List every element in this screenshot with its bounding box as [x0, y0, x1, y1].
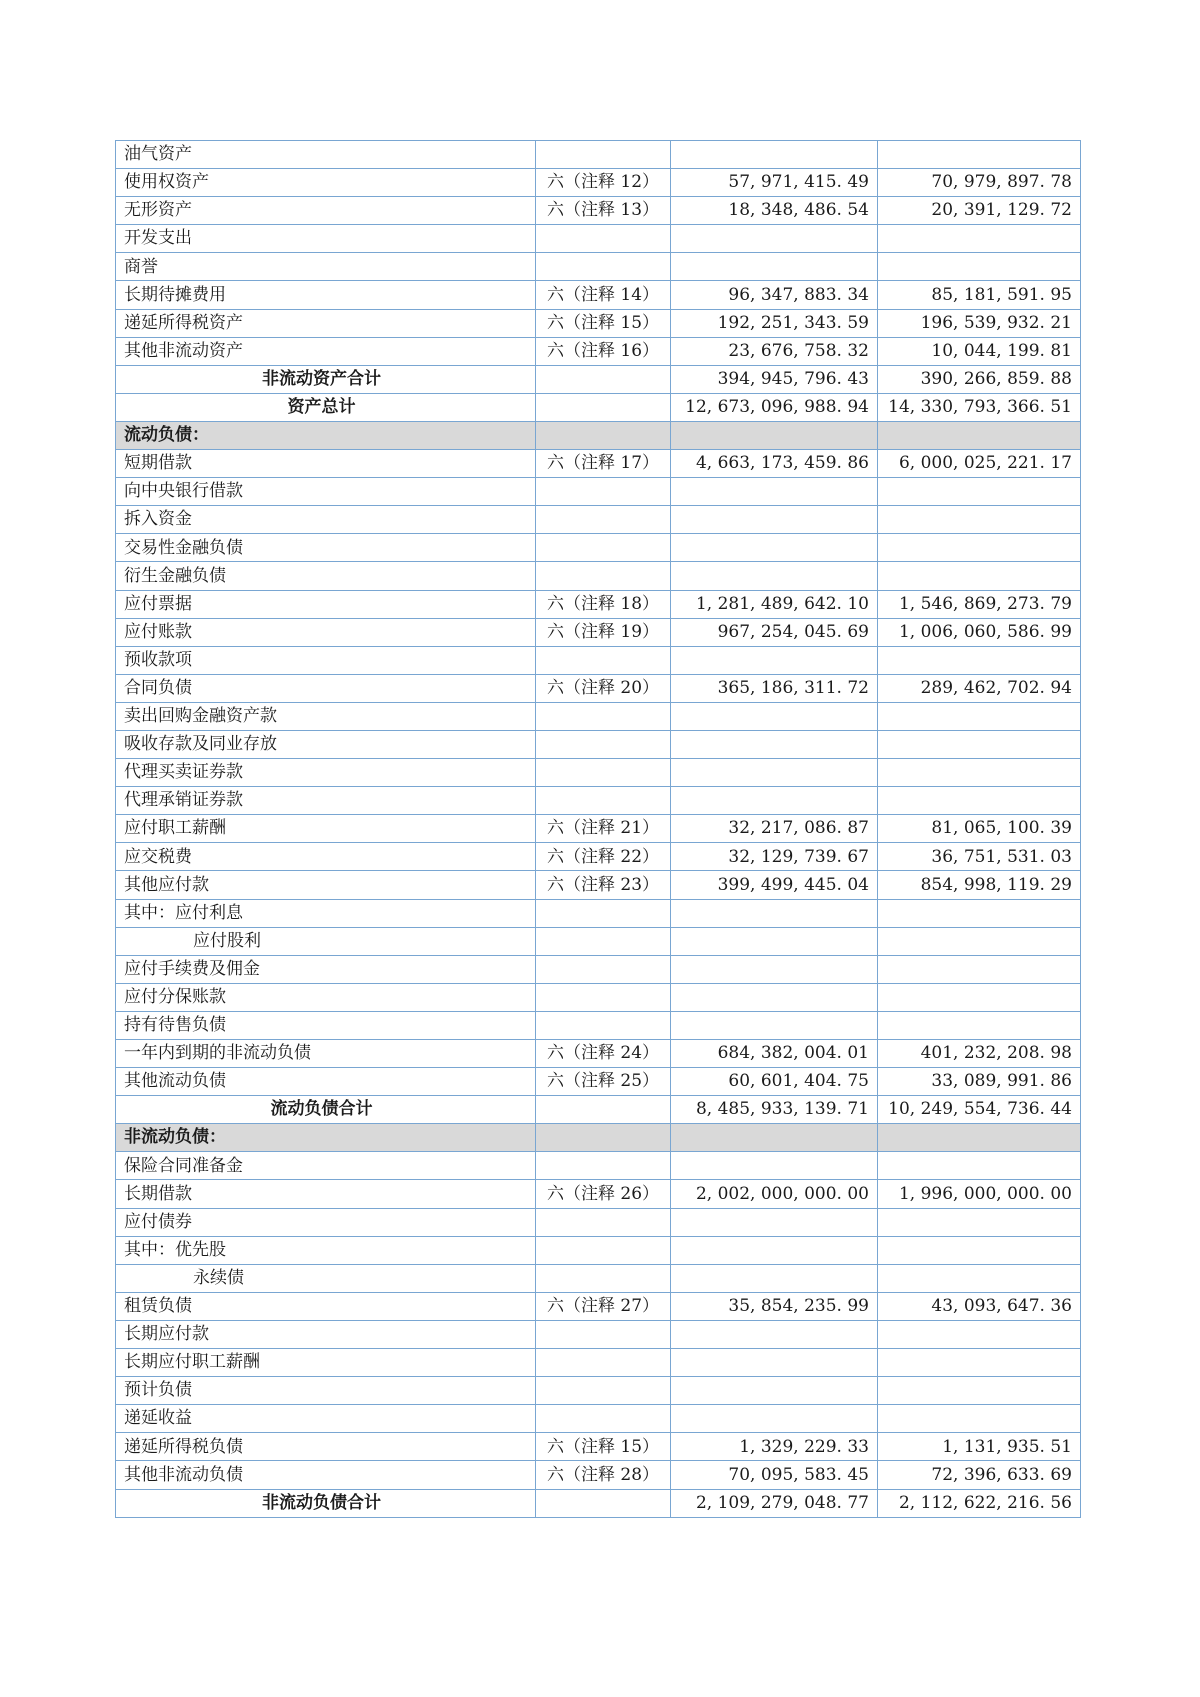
prior-period-amount-cell: 1, 006, 060, 586. 99 — [878, 618, 1081, 646]
current-period-amount-cell — [671, 1124, 878, 1152]
table-row — [116, 562, 1081, 590]
prior-period-amount-cell — [878, 225, 1081, 253]
current-period-amount-cell: 684, 382, 004. 01 — [671, 1040, 878, 1068]
current-period-amount-cell: 1, 329, 229. 33 — [671, 1433, 878, 1461]
note-reference-cell — [536, 562, 671, 590]
note-reference-cell: 六（注释 15） — [536, 1433, 671, 1461]
prior-period-amount-cell: 10, 044, 199. 81 — [878, 337, 1081, 365]
note-reference-cell — [536, 506, 671, 534]
item-label-cell: 长期应付职工薪酬 — [116, 1349, 536, 1377]
item-label-cell: 应付职工薪酬 — [116, 815, 536, 843]
table-row — [116, 787, 1081, 815]
current-period-amount-cell: 365, 186, 311. 72 — [671, 674, 878, 702]
table-row — [116, 1208, 1081, 1236]
prior-period-amount-cell — [878, 1377, 1081, 1405]
prior-period-amount-cell: 196, 539, 932. 21 — [878, 309, 1081, 337]
item-label-cell: 预收款项 — [116, 646, 536, 674]
prior-period-amount-cell — [878, 1264, 1081, 1292]
item-label-cell: 应交税费 — [116, 843, 536, 871]
balance-sheet-page-region — [115, 140, 1080, 1518]
table-row — [116, 730, 1081, 758]
prior-period-amount-cell: 2, 112, 622, 216. 56 — [878, 1489, 1081, 1517]
note-reference-cell: 六（注释 25） — [536, 1068, 671, 1096]
current-period-amount-cell: 70, 095, 583. 45 — [671, 1461, 878, 1489]
item-label-cell: 拆入资金 — [116, 506, 536, 534]
table-row — [116, 1264, 1081, 1292]
note-reference-cell — [536, 646, 671, 674]
prior-period-amount-cell — [878, 421, 1081, 449]
current-period-amount-cell: 35, 854, 235. 99 — [671, 1292, 878, 1320]
table-row — [116, 1152, 1081, 1180]
current-period-amount-cell — [671, 759, 878, 787]
current-period-amount-cell — [671, 253, 878, 281]
current-period-amount-cell — [671, 562, 878, 590]
note-reference-cell: 六（注释 20） — [536, 674, 671, 702]
note-reference-cell — [536, 365, 671, 393]
note-reference-cell: 六（注释 19） — [536, 618, 671, 646]
prior-period-amount-cell — [878, 730, 1081, 758]
current-period-amount-cell: 57, 971, 415. 49 — [671, 169, 878, 197]
table-row — [116, 899, 1081, 927]
prior-period-amount-cell — [878, 1349, 1081, 1377]
item-label-cell: 衍生金融负债 — [116, 562, 536, 590]
table-row — [116, 393, 1081, 421]
item-label-cell: 其他流动负债 — [116, 1068, 536, 1096]
note-reference-cell: 六（注释 13） — [536, 197, 671, 225]
note-reference-cell — [536, 393, 671, 421]
item-label-cell: 非流动负债合计 — [116, 1489, 536, 1517]
table-row — [116, 1433, 1081, 1461]
item-label-cell: 长期借款 — [116, 1180, 536, 1208]
note-reference-cell — [536, 759, 671, 787]
table-row — [116, 1292, 1081, 1320]
table-row — [116, 618, 1081, 646]
item-label-cell: 短期借款 — [116, 450, 536, 478]
table-row — [116, 927, 1081, 955]
prior-period-amount-cell — [878, 1011, 1081, 1039]
current-period-amount-cell — [671, 955, 878, 983]
note-reference-cell — [536, 478, 671, 506]
note-reference-cell — [536, 1489, 671, 1517]
table-row — [116, 1320, 1081, 1348]
current-period-amount-cell — [671, 1349, 878, 1377]
note-reference-cell: 六（注释 18） — [536, 590, 671, 618]
note-reference-cell — [536, 534, 671, 562]
prior-period-amount-cell — [878, 1236, 1081, 1264]
prior-period-amount-cell — [878, 927, 1081, 955]
prior-period-amount-cell — [878, 646, 1081, 674]
item-label-cell: 永续债 — [116, 1264, 536, 1292]
note-reference-cell — [536, 983, 671, 1011]
item-label-cell: 其中：应付利息 — [116, 899, 536, 927]
table-row — [116, 141, 1081, 169]
item-label-cell: 开发支出 — [116, 225, 536, 253]
prior-period-amount-cell: 36, 751, 531. 03 — [878, 843, 1081, 871]
table-row — [116, 1489, 1081, 1517]
note-reference-cell — [536, 927, 671, 955]
note-reference-cell — [536, 955, 671, 983]
note-reference-cell: 六（注释 14） — [536, 281, 671, 309]
table-row — [116, 674, 1081, 702]
current-period-amount-cell — [671, 421, 878, 449]
table-row — [116, 702, 1081, 730]
current-period-amount-cell: 96, 347, 883. 34 — [671, 281, 878, 309]
note-reference-cell: 六（注释 23） — [536, 871, 671, 899]
current-period-amount-cell — [671, 702, 878, 730]
current-period-amount-cell — [671, 506, 878, 534]
note-reference-cell — [536, 225, 671, 253]
current-period-amount-cell — [671, 478, 878, 506]
current-period-amount-cell: 4, 663, 173, 459. 86 — [671, 450, 878, 478]
item-label-cell: 其中：优先股 — [116, 1236, 536, 1264]
table-row — [116, 281, 1081, 309]
current-period-amount-cell — [671, 899, 878, 927]
prior-period-amount-cell — [878, 141, 1081, 169]
current-period-amount-cell — [671, 787, 878, 815]
current-period-amount-cell: 1, 281, 489, 642. 10 — [671, 590, 878, 618]
current-period-amount-cell: 967, 254, 045. 69 — [671, 618, 878, 646]
table-row — [116, 534, 1081, 562]
item-label-cell: 非流动负债： — [116, 1124, 536, 1152]
prior-period-amount-cell — [878, 1152, 1081, 1180]
note-reference-cell: 六（注释 27） — [536, 1292, 671, 1320]
balance-sheet-table — [115, 140, 1081, 1518]
prior-period-amount-cell — [878, 478, 1081, 506]
prior-period-amount-cell — [878, 1405, 1081, 1433]
item-label-cell: 持有待售负债 — [116, 1011, 536, 1039]
current-period-amount-cell — [671, 1377, 878, 1405]
current-period-amount-cell — [671, 1264, 878, 1292]
prior-period-amount-cell — [878, 787, 1081, 815]
table-row — [116, 1377, 1081, 1405]
note-reference-cell: 六（注释 12） — [536, 169, 671, 197]
item-label-cell: 保险合同准备金 — [116, 1152, 536, 1180]
item-label-cell: 应付债券 — [116, 1208, 536, 1236]
note-reference-cell: 六（注释 22） — [536, 843, 671, 871]
item-label-cell: 代理承销证券款 — [116, 787, 536, 815]
item-label-cell: 应付手续费及佣金 — [116, 955, 536, 983]
prior-period-amount-cell: 20, 391, 129. 72 — [878, 197, 1081, 225]
table-row — [116, 1040, 1081, 1068]
item-label-cell: 应付股利 — [116, 927, 536, 955]
current-period-amount-cell: 394, 945, 796. 43 — [671, 365, 878, 393]
prior-period-amount-cell — [878, 1124, 1081, 1152]
note-reference-cell — [536, 1349, 671, 1377]
item-label-cell: 吸收存款及同业存放 — [116, 730, 536, 758]
prior-period-amount-cell — [878, 702, 1081, 730]
item-label-cell: 其他非流动资产 — [116, 337, 536, 365]
prior-period-amount-cell: 1, 996, 000, 000. 00 — [878, 1180, 1081, 1208]
table-row — [116, 1180, 1081, 1208]
current-period-amount-cell: 399, 499, 445. 04 — [671, 871, 878, 899]
current-period-amount-cell — [671, 534, 878, 562]
current-period-amount-cell: 32, 129, 739. 67 — [671, 843, 878, 871]
note-reference-cell — [536, 1264, 671, 1292]
table-row — [116, 871, 1081, 899]
item-label-cell: 代理买卖证券款 — [116, 759, 536, 787]
table-row — [116, 197, 1081, 225]
prior-period-amount-cell: 401, 232, 208. 98 — [878, 1040, 1081, 1068]
prior-period-amount-cell: 70, 979, 897. 78 — [878, 169, 1081, 197]
item-label-cell: 其他应付款 — [116, 871, 536, 899]
table-row — [116, 421, 1081, 449]
current-period-amount-cell — [671, 141, 878, 169]
prior-period-amount-cell: 14, 330, 793, 366. 51 — [878, 393, 1081, 421]
note-reference-cell — [536, 1208, 671, 1236]
current-period-amount-cell — [671, 225, 878, 253]
current-period-amount-cell — [671, 1152, 878, 1180]
balance-sheet-body — [116, 141, 1081, 1518]
current-period-amount-cell — [671, 1208, 878, 1236]
note-reference-cell — [536, 1320, 671, 1348]
prior-period-amount-cell — [878, 955, 1081, 983]
table-row — [116, 1461, 1081, 1489]
table-row — [116, 225, 1081, 253]
prior-period-amount-cell: 43, 093, 647. 36 — [878, 1292, 1081, 1320]
item-label-cell: 无形资产 — [116, 197, 536, 225]
prior-period-amount-cell: 854, 998, 119. 29 — [878, 871, 1081, 899]
item-label-cell: 一年内到期的非流动负债 — [116, 1040, 536, 1068]
item-label-cell: 非流动资产合计 — [116, 365, 536, 393]
item-label-cell: 应付账款 — [116, 618, 536, 646]
table-row — [116, 478, 1081, 506]
note-reference-cell — [536, 899, 671, 927]
table-row — [116, 1011, 1081, 1039]
item-label-cell: 预计负债 — [116, 1377, 536, 1405]
prior-period-amount-cell — [878, 534, 1081, 562]
prior-period-amount-cell: 33, 089, 991. 86 — [878, 1068, 1081, 1096]
prior-period-amount-cell — [878, 562, 1081, 590]
table-row — [116, 815, 1081, 843]
item-label-cell: 资产总计 — [116, 393, 536, 421]
item-label-cell: 长期待摊费用 — [116, 281, 536, 309]
note-reference-cell: 六（注释 15） — [536, 309, 671, 337]
prior-period-amount-cell: 10, 249, 554, 736. 44 — [878, 1096, 1081, 1124]
item-label-cell: 商誉 — [116, 253, 536, 281]
table-row — [116, 506, 1081, 534]
prior-period-amount-cell: 289, 462, 702. 94 — [878, 674, 1081, 702]
prior-period-amount-cell — [878, 506, 1081, 534]
item-label-cell: 应付分保账款 — [116, 983, 536, 1011]
item-label-cell: 使用权资产 — [116, 169, 536, 197]
note-reference-cell — [536, 253, 671, 281]
note-reference-cell: 六（注释 21） — [536, 815, 671, 843]
table-row — [116, 337, 1081, 365]
note-reference-cell — [536, 730, 671, 758]
current-period-amount-cell — [671, 927, 878, 955]
note-reference-cell — [536, 421, 671, 449]
table-row — [116, 365, 1081, 393]
prior-period-amount-cell: 85, 181, 591. 95 — [878, 281, 1081, 309]
item-label-cell: 租赁负债 — [116, 1292, 536, 1320]
item-label-cell: 合同负债 — [116, 674, 536, 702]
current-period-amount-cell — [671, 1236, 878, 1264]
table-row — [116, 169, 1081, 197]
note-reference-cell: 六（注释 17） — [536, 450, 671, 478]
table-row — [116, 309, 1081, 337]
item-label-cell: 向中央银行借款 — [116, 478, 536, 506]
item-label-cell: 递延收益 — [116, 1405, 536, 1433]
note-reference-cell — [536, 787, 671, 815]
current-period-amount-cell — [671, 730, 878, 758]
item-label-cell: 其他非流动负债 — [116, 1461, 536, 1489]
table-row — [116, 1124, 1081, 1152]
current-period-amount-cell: 18, 348, 486. 54 — [671, 197, 878, 225]
item-label-cell: 递延所得税资产 — [116, 309, 536, 337]
note-reference-cell: 六（注释 28） — [536, 1461, 671, 1489]
note-reference-cell — [536, 1405, 671, 1433]
item-label-cell: 流动负债： — [116, 421, 536, 449]
table-row — [116, 1096, 1081, 1124]
table-row — [116, 1405, 1081, 1433]
table-row — [116, 759, 1081, 787]
item-label-cell: 流动负债合计 — [116, 1096, 536, 1124]
current-period-amount-cell — [671, 1405, 878, 1433]
current-period-amount-cell — [671, 983, 878, 1011]
current-period-amount-cell: 192, 251, 343. 59 — [671, 309, 878, 337]
current-period-amount-cell: 2, 109, 279, 048. 77 — [671, 1489, 878, 1517]
note-reference-cell — [536, 702, 671, 730]
table-row — [116, 843, 1081, 871]
item-label-cell: 长期应付款 — [116, 1320, 536, 1348]
prior-period-amount-cell: 1, 131, 935. 51 — [878, 1433, 1081, 1461]
table-row — [116, 1236, 1081, 1264]
current-period-amount-cell: 8, 485, 933, 139. 71 — [671, 1096, 878, 1124]
note-reference-cell: 六（注释 24） — [536, 1040, 671, 1068]
prior-period-amount-cell — [878, 1208, 1081, 1236]
item-label-cell: 油气资产 — [116, 141, 536, 169]
current-period-amount-cell: 32, 217, 086. 87 — [671, 815, 878, 843]
note-reference-cell — [536, 1377, 671, 1405]
prior-period-amount-cell: 6, 000, 025, 221. 17 — [878, 450, 1081, 478]
note-reference-cell: 六（注释 26） — [536, 1180, 671, 1208]
note-reference-cell — [536, 1124, 671, 1152]
current-period-amount-cell: 23, 676, 758. 32 — [671, 337, 878, 365]
current-period-amount-cell: 60, 601, 404. 75 — [671, 1068, 878, 1096]
table-row — [116, 1068, 1081, 1096]
table-row — [116, 450, 1081, 478]
current-period-amount-cell — [671, 1011, 878, 1039]
prior-period-amount-cell: 390, 266, 859. 88 — [878, 365, 1081, 393]
table-row — [116, 253, 1081, 281]
current-period-amount-cell — [671, 1320, 878, 1348]
current-period-amount-cell: 12, 673, 096, 988. 94 — [671, 393, 878, 421]
item-label-cell: 交易性金融负债 — [116, 534, 536, 562]
table-row — [116, 590, 1081, 618]
item-label-cell: 递延所得税负债 — [116, 1433, 536, 1461]
note-reference-cell — [536, 1011, 671, 1039]
note-reference-cell — [536, 1152, 671, 1180]
note-reference-cell: 六（注释 16） — [536, 337, 671, 365]
note-reference-cell — [536, 1096, 671, 1124]
note-reference-cell — [536, 141, 671, 169]
prior-period-amount-cell — [878, 1320, 1081, 1348]
item-label-cell: 卖出回购金融资产款 — [116, 702, 536, 730]
table-row — [116, 955, 1081, 983]
current-period-amount-cell: 2, 002, 000, 000. 00 — [671, 1180, 878, 1208]
prior-period-amount-cell — [878, 759, 1081, 787]
prior-period-amount-cell — [878, 983, 1081, 1011]
table-row — [116, 1349, 1081, 1377]
prior-period-amount-cell — [878, 253, 1081, 281]
item-label-cell: 应付票据 — [116, 590, 536, 618]
current-period-amount-cell — [671, 646, 878, 674]
note-reference-cell — [536, 1236, 671, 1264]
prior-period-amount-cell: 72, 396, 633. 69 — [878, 1461, 1081, 1489]
prior-period-amount-cell — [878, 899, 1081, 927]
table-row — [116, 646, 1081, 674]
prior-period-amount-cell: 1, 546, 869, 273. 79 — [878, 590, 1081, 618]
table-row — [116, 983, 1081, 1011]
prior-period-amount-cell: 81, 065, 100. 39 — [878, 815, 1081, 843]
